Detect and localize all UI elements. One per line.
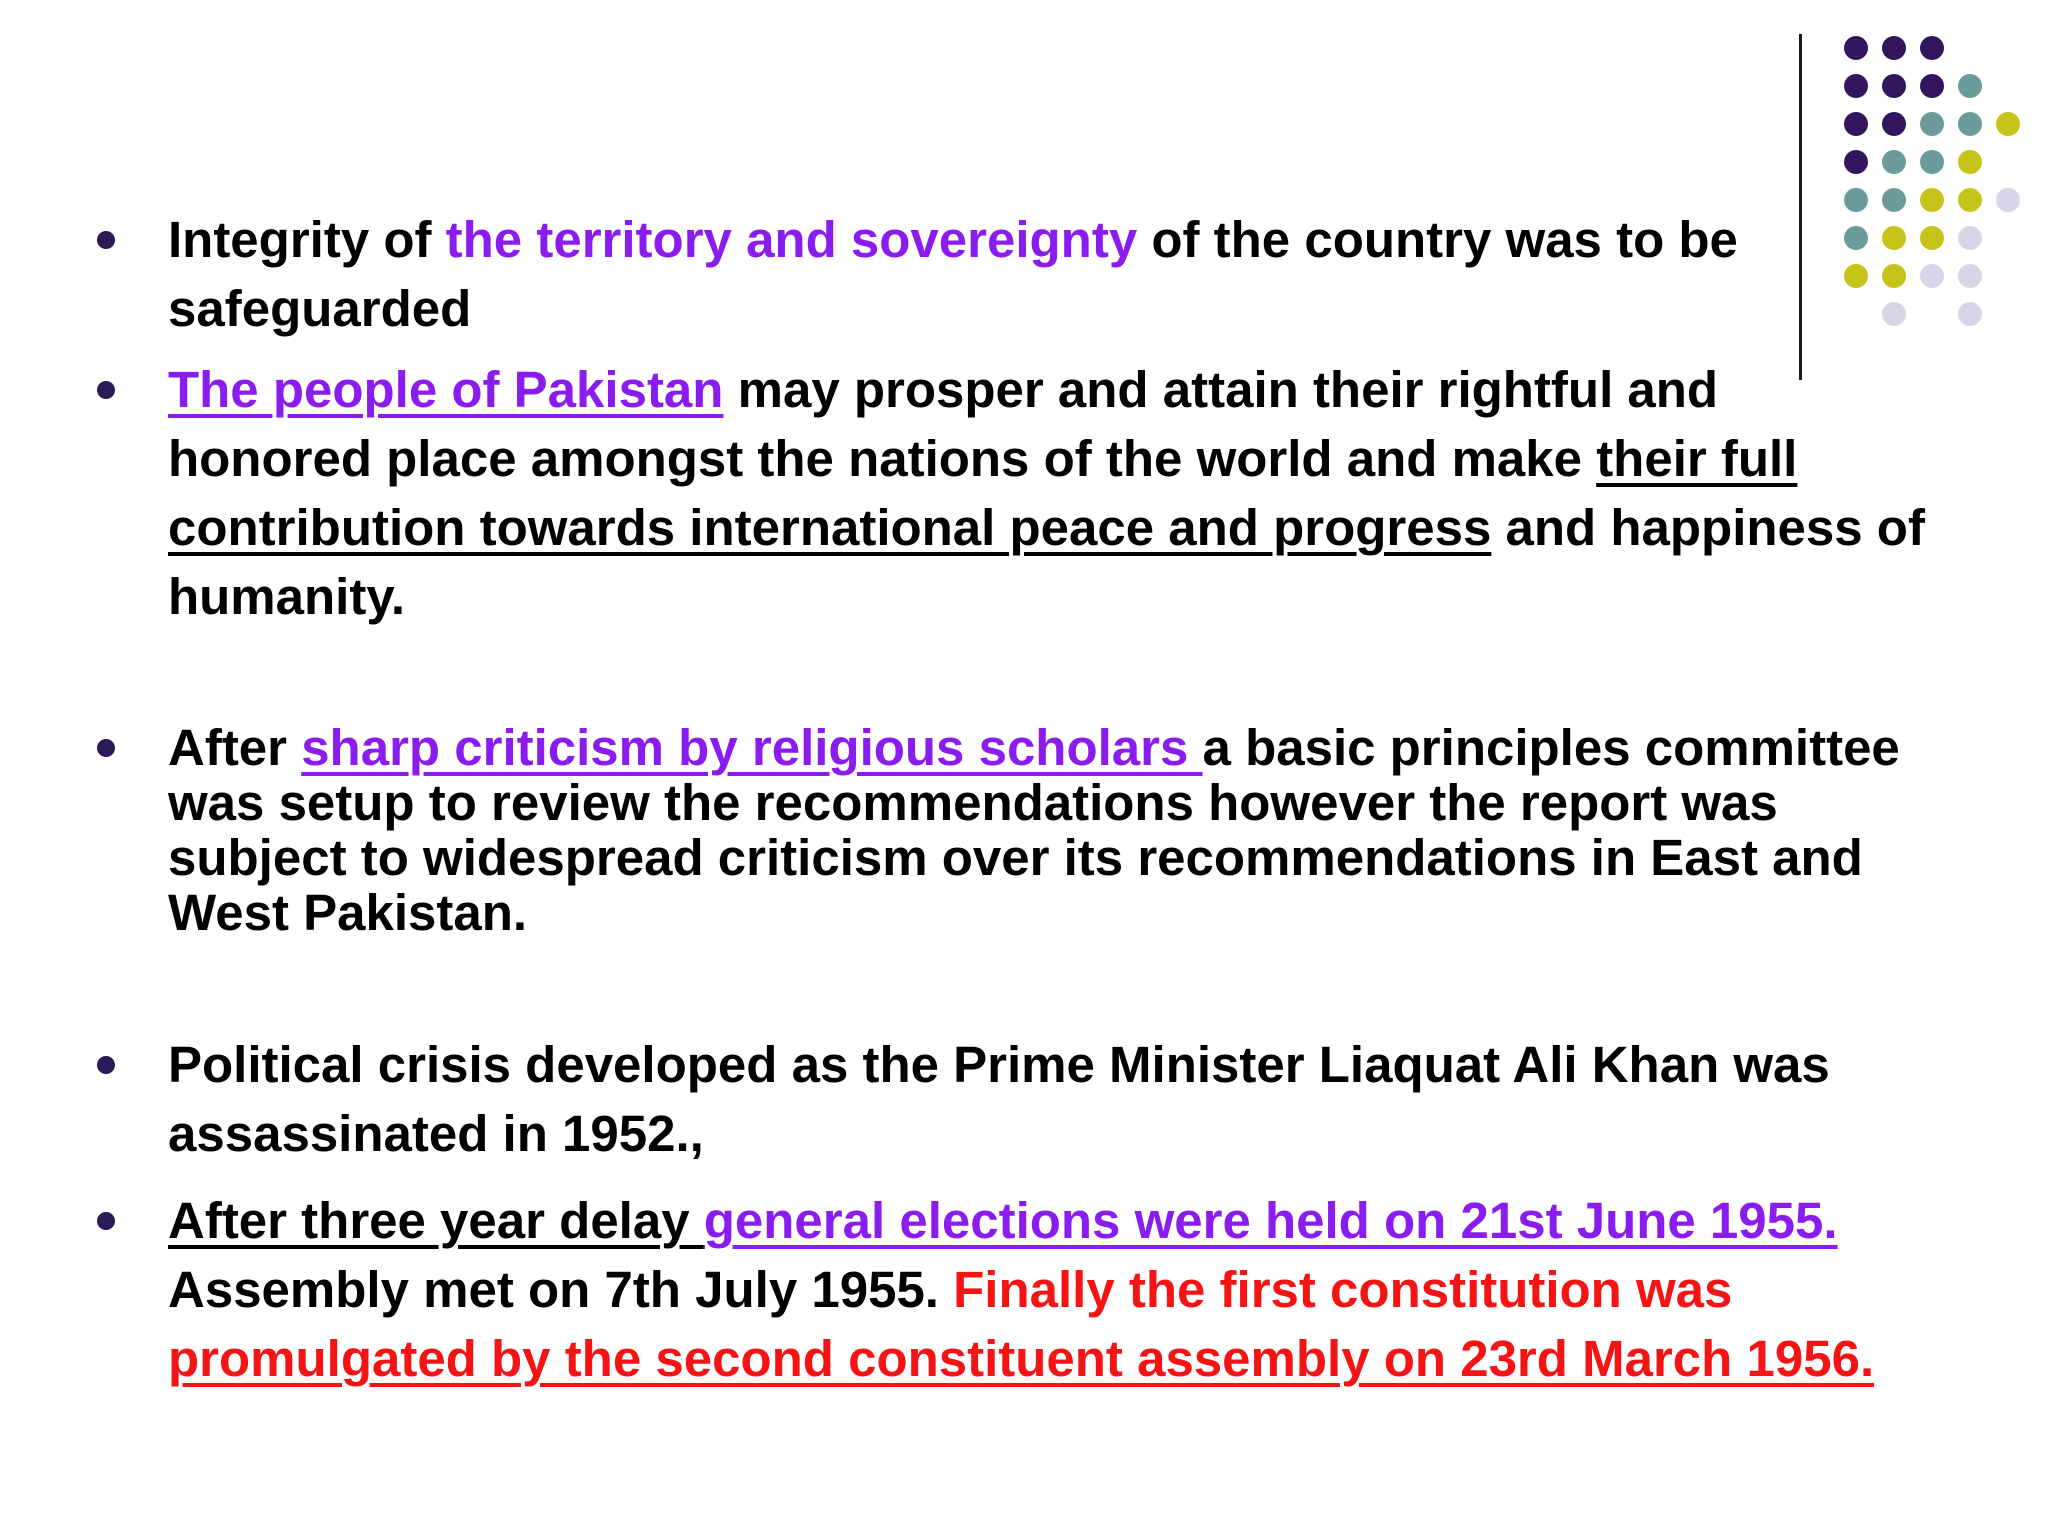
- bullet-5-seg-2: general elections were held on 21st June 1955.: [703, 1192, 1838, 1249]
- bullet-2-seg-2: may prosper and attain their rightful and honored place amongst the nations of the world and make: [168, 361, 1719, 487]
- bullet-item-4: [168, 1030, 1928, 1168]
- decorative-dot: [1958, 226, 1982, 250]
- decorative-dot: [1958, 188, 1982, 212]
- bullet-4-seg-1: Political crisis developed as the Prime Minister Liaquat Ali Khan was assassinated in 1952.,: [168, 1036, 1830, 1162]
- bullet-item-2: [168, 355, 1928, 631]
- decorative-dot: [1882, 150, 1906, 174]
- decorative-dot: [1920, 74, 1944, 98]
- decorative-dot: [1958, 150, 1982, 174]
- decorative-dot: [1920, 150, 1944, 174]
- bullet-2-seg-3: their full contribution towards international peace and progress: [168, 430, 1798, 556]
- bullet-1-seg-1: Integrity of: [168, 211, 446, 268]
- bullet-2-seg-4: and happiness of humanity.: [168, 499, 1925, 625]
- decorative-dot: [1920, 36, 1944, 60]
- decorative-dot: [1882, 74, 1906, 98]
- bullet-item-5: [168, 1186, 1928, 1393]
- bullet-2-seg-1: The people of Pakistan: [168, 361, 724, 418]
- decorative-dot: [1958, 74, 1982, 98]
- bullet-item-3: [168, 720, 1928, 940]
- decorative-dot: [1996, 188, 2020, 212]
- decorative-dot: [1958, 302, 1982, 326]
- bullet-1-seg-2: the territory and sovereignty: [445, 211, 1138, 268]
- decorative-dot: [1996, 112, 2020, 136]
- decorative-dot: [1844, 150, 1868, 174]
- decorative-dot: [1920, 112, 1944, 136]
- bullet-1-seg-3: of the country was to be safeguarded: [168, 211, 1738, 337]
- decorative-dot: [1958, 112, 1982, 136]
- bullet-5-seg-3: Assembly met on 7th July 1955.: [168, 1261, 954, 1318]
- decorative-dot: [1882, 36, 1906, 60]
- bullet-3-seg-2: sharp criticism by religious scholars: [301, 719, 1203, 776]
- bullet-3-seg-1: After: [168, 719, 302, 776]
- bullet-5-seg-1: After three year delay: [168, 1192, 704, 1249]
- bullet-3-seg-3: a basic principles committee was setup to review the recommendations however the report was subject to widespread criticism over its recommendations in East and West Pakistan.: [168, 719, 1900, 941]
- decorative-dot: [1882, 112, 1906, 136]
- decorative-dot: [1844, 36, 1868, 60]
- bullet-5-seg-5: promulgated by the second constituent assembly on 23rd March 1956.: [168, 1330, 1875, 1387]
- decorative-dot: [1844, 74, 1868, 98]
- decorative-dot: [1958, 264, 1982, 288]
- decorative-dot: [1844, 112, 1868, 136]
- bullet-5-seg-4: Finally the first constitution was: [953, 1261, 1733, 1318]
- bullet-item-1: [168, 205, 1928, 343]
